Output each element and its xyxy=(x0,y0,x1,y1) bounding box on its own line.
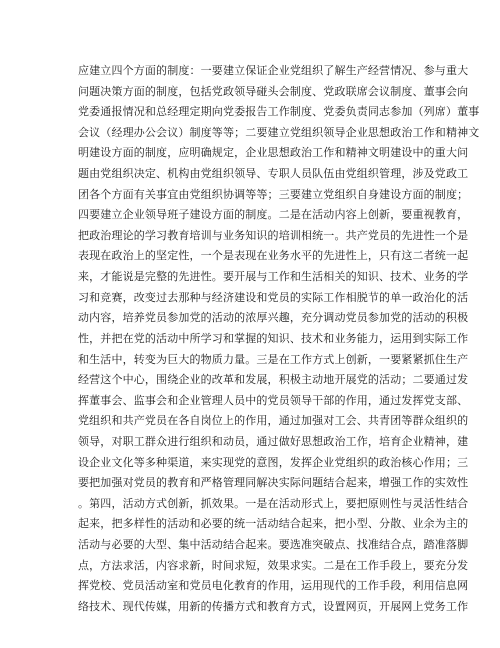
text-line: 性，并把在党的活动中所学习和掌握的知识、技术和业务能力，运用到实际工作 xyxy=(78,331,469,345)
text-line: 四要建立企业领导班子建设方面的制度。二是在活动内容上创新，要重视教育， xyxy=(78,208,469,222)
text-line: 来，才能说是完整的先进性。要开展与工作和生活相关的知识、技术、业务的学 xyxy=(78,270,469,284)
text-line: 起来，把多样性的活动和必要的统一活动结合起来，把小型、分散、业余为主的 xyxy=(78,517,469,531)
text-line: 。第四，活动方式创新，抓效果。一是在活动形式上，要把原则性与灵活性结合 xyxy=(78,496,469,510)
text-line: 点，方法求活，内容求新，时间求短，效果求实。二是在工作手段上，要充分发 xyxy=(78,558,469,572)
text-line: 设企业文化等多种渠道，来实现党的意图，发挥企业党组织的政治核心作用；三 xyxy=(78,455,469,469)
text-line: 党组织和共产党员在各自岗位上的作用，通过加强对工会、共青团等群众组织的 xyxy=(78,414,469,428)
body-text xyxy=(78,61,480,617)
text-line: 动内容，培养党员参加党的活动的浓厚兴趣，充分调动党员参加党的活动的积极 xyxy=(78,311,469,325)
text-line: 领导，对职工群众进行组织和动员，通过做好思想政治工作，培育企业精神，建 xyxy=(78,434,469,448)
text-line: 表现在政治上的坚定性，一个是表现在业务水平的先进性上，只有这二者统一起 xyxy=(78,249,469,263)
text-line: 络技术、现代传媒，用新的传播方式和教育方式，设置网页，开展网上党务工作 xyxy=(78,599,469,613)
text-line: 习和竞赛，改变过去那种与经济建设和党员的实际工作相脱节的单一政治化的活 xyxy=(78,290,469,304)
text-line: 题由党组织决定、机构由党组织领导、专职人员队伍由党组织管理，涉及党政工 xyxy=(78,167,469,181)
text-line: 挥党校、党员活动室和党员电化教育的作用，运用现代的工作手段，利用信息网 xyxy=(78,579,469,593)
text-line: 把政治理论的学习教育培训与业务知识的培训相统一。共产党员的先进性一个是 xyxy=(78,228,469,242)
text-line: 经营这个中心，围绕企业的改革和发展，积极主动地开展党的活动；二要通过发 xyxy=(78,373,469,387)
text-line: 挥董事会、监事会和企业管理人员中的党员领导干部的作用，通过发挥党支部、 xyxy=(78,393,469,407)
text-line: 问题决策方面的制度，包括党政领导碰头会制度、党政联席会议制度、董事会向 xyxy=(78,84,469,98)
text-line: 党委通报情况和总经理定期向党委报告工作制度、党委负责同志参加（列席）董事 xyxy=(78,105,480,119)
text-line: 明建设方面的制度，应明确规定，企业思想政治工作和精神文明建设中的重大问 xyxy=(78,146,469,160)
text-line: 团各个方面有关事宜由党组织协调等等；三要建立党组织自身建设方面的制度； xyxy=(78,187,469,201)
text-line: 要把加强对党员的教育和严格管理同解决实际问题结合起来，增强工作的实效性 xyxy=(78,476,469,490)
text-line: 会议（经理办公会议）制度等等；二要建立党组织领导企业思想政治工作和精神文 xyxy=(78,125,480,139)
text-line: 和生活中，转变为巨大的物质力量。三是在工作方式上创新，一要紧紧抓住生产 xyxy=(78,352,469,366)
text-line: 活动与必要的大型、集中活动结合起来。要选准突破点、找准结合点，踏准落脚 xyxy=(78,538,469,552)
text-line: 应建立四个方面的制度：一要建立保证企业党组织了解生产经营情况、参与重大 xyxy=(78,64,469,77)
